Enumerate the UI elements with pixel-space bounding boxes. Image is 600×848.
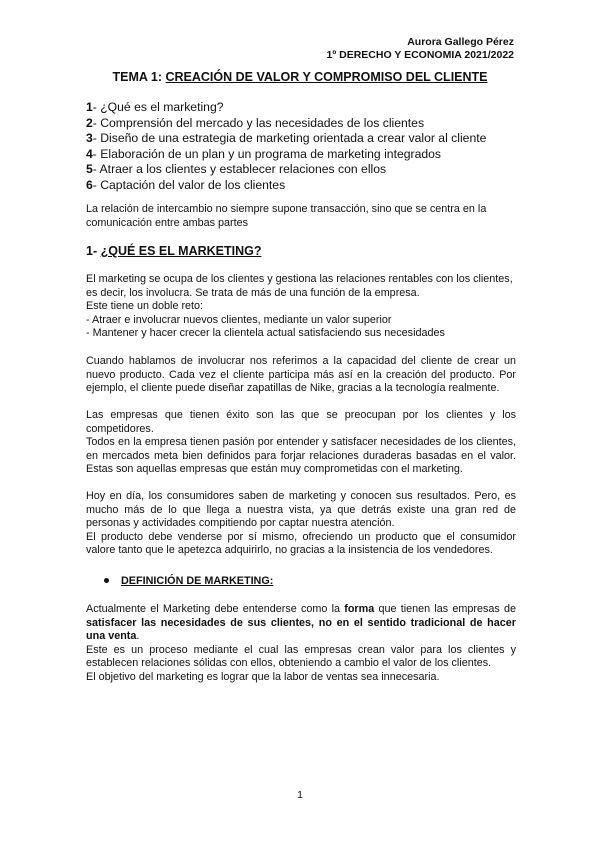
definition-paragraph: Este es un proceso mediante el cual las empresas crean valor para los clientes y establecen relaciones sólidas con ellos, obteniendo a cambio el valor de los clientes.	[86, 643, 516, 669]
definition-paragraph: Actualmente el Marketing debe entenderse como la forma que tienen las empresas de satisfacer las necesidades de sus clientes, no en el sentido tradicional de hacer una venta.	[86, 603, 516, 642]
section-number: 1-	[86, 244, 101, 258]
page-number: 1	[297, 789, 303, 801]
definition-heading: DEFINICIÓN DE MARKETING:	[104, 575, 273, 587]
toc-item: 4- Elaboración de un plan y un programa de marketing integrados	[86, 146, 442, 161]
paragraph-line: Este tiene un doble reto:	[86, 300, 204, 312]
bullet-icon	[104, 578, 109, 583]
paragraph-line: El marketing se ocupa de los clientes y gestiona las relaciones rentables con los clientes, es decir, los involucra. Se trata de más de una función de la empresa.	[86, 273, 513, 299]
author-name: Aurora Gallego Pérez	[407, 36, 514, 48]
toc-item: 2- Comprensión del mercado y las necesidades de los clientes	[86, 115, 425, 130]
paragraph-4	[86, 490, 516, 558]
paragraph-line: Las empresas que tienen éxito son las que se preocupan por los clientes y los competidores.	[86, 409, 516, 435]
paragraph-3	[86, 409, 516, 477]
toc-item: 6- Captación del valor de los clientes	[86, 177, 286, 192]
document-title	[0, 70, 600, 84]
paragraph-1	[86, 273, 516, 341]
intro-paragraph: La relación de intercambio no siempre supone transacción, sino que se centra en la comunicación entre ambas partes	[86, 203, 487, 229]
paragraph-line: Hoy en día, los consumidores saben de marketing y conocen sus resultados. Pero, es mucho más de lo que llega a nuestra vista, ya que detrás existe una gran red de personas y actividades compitiendo por captar nuestra atención.	[86, 490, 516, 529]
definition-block	[86, 603, 516, 684]
page-header	[327, 36, 514, 62]
toc-item: 1- ¿Qué es el marketing?	[86, 100, 224, 114]
paragraph-line: Todos en la empresa tienen pasión por entender y satisfacer necesidades de los clientes, en mercados meta bien definidos para forjar relaciones duraderas basadas en el valor. Estas son aquellas empresas que están muy comprometidas con el marketing.	[86, 436, 516, 475]
title-prefix: TEMA 1:	[112, 70, 166, 84]
section-title: ¿QUÉ ES EL MARKETING?	[100, 244, 262, 258]
definition-paragraph: El objetivo del marketing es lograr que la labor de ventas sea innecesaria.	[86, 670, 440, 683]
paragraph-line: El producto debe venderse por sí mismo, ofreciendo un producto que el consumidor valore tanto que le apetezca adquirirlo, no gracias a la insistencia de los vendedores.	[86, 530, 516, 556]
toc-item: 3- Diseño de una estrategia de marketing orientada a crear valor al cliente	[86, 131, 487, 146]
toc-item: 5- Atraer a los clientes y establecer relaciones con ellos	[86, 162, 387, 177]
title-text: CREACIÓN DE VALOR Y COMPROMISO DEL CLIENTE	[165, 70, 488, 84]
table-of-contents	[86, 100, 486, 194]
list-line: - Atraer e involucrar nuevos clientes, mediante un valor superior	[86, 313, 392, 326]
list-line: - Mantener y hacer crecer la clientela actual satisfaciendo sus necesidades	[86, 327, 445, 339]
section-heading	[86, 244, 261, 258]
course-label: 1º DERECHO Y ECONOMIA 2021/2022	[326, 49, 514, 61]
paragraph-2: Cuando hablamos de involucrar nos referimos a la capacidad del cliente de crear un nuevo producto. Cada vez el cliente participa más así en la creación del producto. Por ejemplo, el cliente puede diseñar zapatillas de Nike, gracias a la tecnología realmente.	[86, 355, 516, 394]
